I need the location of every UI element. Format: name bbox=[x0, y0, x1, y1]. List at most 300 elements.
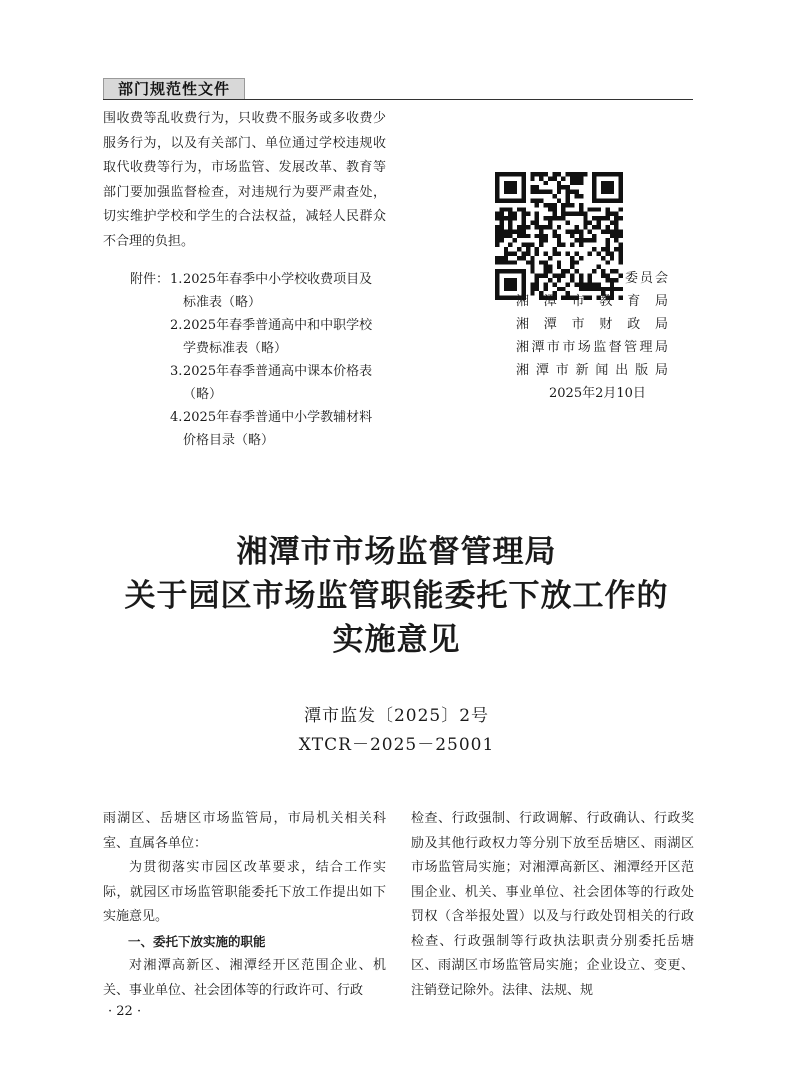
qr-module bbox=[517, 225, 521, 229]
qr-module bbox=[605, 260, 609, 264]
qr-module bbox=[526, 225, 530, 229]
header-rule bbox=[103, 99, 693, 100]
qr-module bbox=[610, 278, 614, 282]
qr-module bbox=[526, 212, 530, 216]
qr-module bbox=[548, 190, 552, 194]
qr-module bbox=[619, 260, 623, 264]
attachment-item bbox=[183, 360, 398, 406]
qr-module bbox=[552, 229, 556, 233]
qr-module bbox=[605, 185, 609, 189]
qr-module bbox=[557, 251, 561, 255]
qr-module bbox=[592, 216, 596, 220]
qr-module bbox=[513, 269, 517, 273]
qr-module bbox=[526, 251, 530, 255]
qr-module bbox=[499, 207, 503, 211]
qr-module bbox=[614, 238, 618, 242]
qr-module bbox=[495, 278, 499, 282]
qr-module bbox=[601, 274, 605, 278]
qr-module bbox=[530, 256, 534, 260]
qr-module bbox=[583, 238, 587, 242]
qr-module bbox=[508, 190, 512, 194]
qr-module bbox=[535, 234, 539, 238]
qr-module bbox=[610, 221, 614, 225]
qr-module bbox=[539, 234, 543, 238]
qr-module bbox=[521, 225, 525, 229]
qr-module bbox=[597, 172, 601, 176]
qr-module bbox=[574, 260, 578, 264]
qr-module bbox=[508, 207, 512, 211]
qr-module bbox=[597, 221, 601, 225]
qr-module bbox=[552, 194, 556, 198]
qr-module bbox=[566, 282, 570, 286]
qr-module bbox=[504, 185, 508, 189]
qr-module bbox=[508, 282, 512, 286]
qr-module bbox=[544, 260, 548, 264]
qr-module bbox=[504, 251, 508, 255]
qr-module bbox=[597, 207, 601, 211]
qr-module bbox=[592, 190, 596, 194]
qr-module bbox=[597, 265, 601, 269]
qr-module bbox=[548, 176, 552, 180]
qr-module bbox=[495, 185, 499, 189]
qr-module bbox=[570, 274, 574, 278]
qr-module bbox=[539, 229, 543, 233]
qr-module bbox=[570, 229, 574, 233]
qr-module bbox=[557, 238, 561, 242]
qr-module bbox=[513, 238, 517, 242]
qr-module bbox=[601, 198, 605, 202]
qr-module bbox=[588, 238, 592, 242]
qr-module bbox=[557, 185, 561, 189]
qr-module bbox=[521, 243, 525, 247]
qr-module bbox=[614, 269, 618, 273]
qr-module bbox=[544, 234, 548, 238]
qr-module bbox=[619, 243, 623, 247]
qr-module bbox=[544, 190, 548, 194]
attachment-line: 学费标准表（略） bbox=[183, 341, 288, 356]
qr-module bbox=[605, 198, 609, 202]
qr-module bbox=[579, 256, 583, 260]
qr-module bbox=[614, 198, 618, 202]
qr-module bbox=[605, 212, 609, 216]
qr-module bbox=[513, 278, 517, 282]
qr-module bbox=[504, 229, 508, 233]
qr-module bbox=[548, 216, 552, 220]
qr-module bbox=[552, 234, 556, 238]
qr-module bbox=[619, 172, 623, 176]
qr-module bbox=[552, 207, 556, 211]
qr-module bbox=[579, 194, 583, 198]
qr-module bbox=[521, 229, 525, 233]
qr-module bbox=[605, 216, 609, 220]
document-number: 潭市监发〔2025〕2号 bbox=[303, 706, 490, 726]
qr-module bbox=[521, 234, 525, 238]
qr-module bbox=[535, 221, 539, 225]
qr-module bbox=[504, 216, 508, 220]
qr-module bbox=[544, 269, 548, 273]
qr-module bbox=[495, 260, 499, 264]
qr-module bbox=[619, 198, 623, 202]
qr-module bbox=[495, 282, 499, 286]
qr-module bbox=[574, 238, 578, 242]
qr-module bbox=[605, 181, 609, 185]
qr-module bbox=[552, 172, 556, 176]
qr-module bbox=[597, 216, 601, 220]
qr-module bbox=[552, 216, 556, 220]
qr-module bbox=[561, 207, 565, 211]
qr-module bbox=[566, 172, 570, 176]
qr-module bbox=[517, 172, 521, 176]
qr-module bbox=[557, 260, 561, 264]
qr-module bbox=[530, 190, 534, 194]
qr-module bbox=[610, 269, 614, 273]
qr-module bbox=[530, 172, 534, 176]
qr-module bbox=[561, 176, 565, 180]
qr-module bbox=[495, 243, 499, 247]
qr-module bbox=[535, 172, 539, 176]
qr-module bbox=[495, 291, 499, 295]
qr-module bbox=[592, 238, 596, 242]
qr-module bbox=[530, 185, 534, 189]
qr-module bbox=[504, 190, 508, 194]
qr-module bbox=[566, 269, 570, 273]
qr-module bbox=[544, 265, 548, 269]
qr-module bbox=[601, 172, 605, 176]
qr-module bbox=[574, 229, 578, 233]
qr-module bbox=[614, 278, 618, 282]
qr-module bbox=[539, 198, 543, 202]
qr-module bbox=[605, 172, 609, 176]
qr-module bbox=[570, 260, 574, 264]
qr-module bbox=[513, 251, 517, 255]
qr-module bbox=[583, 172, 587, 176]
qr-module bbox=[535, 190, 539, 194]
document-title-line: 湘潭市市场监督管理局 bbox=[236, 534, 557, 570]
qr-module bbox=[535, 282, 539, 286]
qr-module bbox=[557, 172, 561, 176]
qr-module bbox=[570, 181, 574, 185]
qr-module bbox=[552, 251, 556, 255]
qr-module bbox=[601, 190, 605, 194]
left-column bbox=[103, 807, 386, 1003]
qr-module bbox=[574, 190, 578, 194]
qr-module bbox=[513, 185, 517, 189]
qr-module bbox=[495, 190, 499, 194]
qr-module bbox=[570, 176, 574, 180]
qr-module bbox=[544, 238, 548, 242]
qr-module bbox=[610, 256, 614, 260]
qr-module bbox=[513, 172, 517, 176]
qr-module bbox=[521, 172, 525, 176]
qr-module bbox=[495, 194, 499, 198]
qr-module bbox=[521, 282, 525, 286]
qr-module bbox=[610, 229, 614, 233]
attachment-item bbox=[183, 268, 398, 314]
qr-module bbox=[614, 225, 618, 229]
qr-module bbox=[619, 216, 623, 220]
qr-module bbox=[557, 225, 561, 229]
attachment-item bbox=[183, 406, 398, 452]
qr-module bbox=[508, 260, 512, 264]
qr-module bbox=[605, 278, 609, 282]
qr-module bbox=[579, 282, 583, 286]
qr-module bbox=[495, 274, 499, 278]
qr-module bbox=[508, 229, 512, 233]
qr-module bbox=[574, 181, 578, 185]
attachment-number: 4. bbox=[170, 410, 183, 425]
qr-module bbox=[508, 198, 512, 202]
attachment-line: 标准表（略） bbox=[183, 295, 262, 310]
qr-module bbox=[544, 282, 548, 286]
qr-module bbox=[574, 194, 578, 198]
page-number: · 22 · bbox=[108, 1004, 142, 1019]
qr-module bbox=[504, 207, 508, 211]
qr-module bbox=[570, 265, 574, 269]
qr-module bbox=[495, 212, 499, 216]
qr-module bbox=[508, 225, 512, 229]
qr-module bbox=[521, 269, 525, 273]
qr-module bbox=[495, 176, 499, 180]
qr-module bbox=[504, 287, 508, 291]
qr-module bbox=[530, 282, 534, 286]
attachment-number: 2. bbox=[170, 318, 183, 333]
qr-module bbox=[508, 234, 512, 238]
qr-module bbox=[539, 176, 543, 180]
qr-module bbox=[495, 225, 499, 229]
qr-module bbox=[521, 212, 525, 216]
attachment-line: 2025年春季普通高中和中职学校 bbox=[183, 318, 373, 333]
qr-module bbox=[530, 176, 534, 180]
qr-module bbox=[597, 198, 601, 202]
qr-module bbox=[517, 207, 521, 211]
qr-module bbox=[544, 203, 548, 207]
qr-module bbox=[521, 176, 525, 180]
qr-module bbox=[561, 185, 565, 189]
qr-module bbox=[504, 269, 508, 273]
qr-module bbox=[508, 181, 512, 185]
qr-module bbox=[517, 269, 521, 273]
qr-module bbox=[566, 221, 570, 225]
qr-module bbox=[521, 278, 525, 282]
section-label: 部门规范性文件 bbox=[103, 78, 245, 100]
qr-module bbox=[566, 203, 570, 207]
qr-module bbox=[610, 190, 614, 194]
qr-module bbox=[557, 234, 561, 238]
qr-module bbox=[601, 256, 605, 260]
qr-module bbox=[499, 234, 503, 238]
qr-module bbox=[588, 282, 592, 286]
qr-module bbox=[517, 234, 521, 238]
qr-module bbox=[619, 229, 623, 233]
qr-module bbox=[513, 229, 517, 233]
qr-module bbox=[548, 207, 552, 211]
qr-module bbox=[539, 274, 543, 278]
qr-module bbox=[561, 203, 565, 207]
qr-module bbox=[583, 225, 587, 229]
qr-module bbox=[535, 185, 539, 189]
qr-module bbox=[557, 198, 561, 202]
qr-module bbox=[495, 216, 499, 220]
qr-module bbox=[570, 234, 574, 238]
signature-org: 湘潭市新闻出版局 bbox=[516, 363, 668, 378]
qr-module bbox=[548, 221, 552, 225]
qr-module bbox=[526, 243, 530, 247]
qr-module bbox=[592, 234, 596, 238]
qr-module bbox=[557, 190, 561, 194]
qr-module bbox=[570, 278, 574, 282]
qr-module bbox=[574, 269, 578, 273]
section-paragraph: 对湘潭高新区、湘潭经开区范围企业、机关、事业单位、社会团体等的行政许可、行政 bbox=[103, 958, 386, 998]
qr-module bbox=[619, 247, 623, 251]
qr-module bbox=[535, 251, 539, 255]
qr-module bbox=[619, 185, 623, 189]
qr-module bbox=[530, 260, 534, 264]
qr-module bbox=[517, 256, 521, 260]
qr-module bbox=[552, 282, 556, 286]
qr-module bbox=[566, 190, 570, 194]
qr-module bbox=[499, 212, 503, 216]
qr-module bbox=[535, 274, 539, 278]
qr-module bbox=[552, 274, 556, 278]
qr-module bbox=[495, 287, 499, 291]
qr-module bbox=[508, 185, 512, 189]
qr-module bbox=[530, 243, 534, 247]
qr-module bbox=[552, 247, 556, 251]
qr-module bbox=[614, 247, 618, 251]
qr-module bbox=[552, 212, 556, 216]
qr-module bbox=[561, 216, 565, 220]
qr-module bbox=[579, 234, 583, 238]
qr-module bbox=[499, 296, 503, 300]
right-column-paragraph: 检查、行政强制、行政调解、行政确认、行政奖励及其他行政权力等分别下放至岳塘区、雨湖区市场监管局实施；对湘潭高新区、湘潭经开区范围企业、机关、事业单位、社会团体等的行政处罚权（含举报处置）以及与行政处罚相关的行政检查、行政强制等行政执法职责分别委托岳塘区、雨湖区市场监管局实施；企业设立、变更、注销登记除外。法律、法规、规 bbox=[411, 811, 694, 998]
qr-module bbox=[579, 238, 583, 242]
qr-module bbox=[579, 181, 583, 185]
qr-module bbox=[521, 274, 525, 278]
qr-module bbox=[619, 256, 623, 260]
qr-module bbox=[579, 172, 583, 176]
qr-module bbox=[499, 172, 503, 176]
qr-module bbox=[495, 269, 499, 273]
qr-module bbox=[570, 212, 574, 216]
attachment-number: 3. bbox=[170, 364, 183, 379]
qr-module bbox=[535, 216, 539, 220]
qr-module bbox=[508, 251, 512, 255]
qr-module bbox=[605, 225, 609, 229]
qr-module bbox=[574, 176, 578, 180]
qr-module bbox=[548, 278, 552, 282]
qr-module bbox=[605, 229, 609, 233]
qr-module bbox=[544, 216, 548, 220]
section-heading: 一、委托下放实施的职能 bbox=[128, 933, 266, 949]
qr-module bbox=[557, 216, 561, 220]
qr-module bbox=[504, 172, 508, 176]
qr-module bbox=[521, 221, 525, 225]
qr-module bbox=[513, 216, 517, 220]
qr-module bbox=[579, 203, 583, 207]
attachment-line: 2025年春季中小学校收费项目及 bbox=[183, 272, 373, 287]
attachment-item bbox=[183, 314, 398, 360]
qr-module bbox=[495, 229, 499, 233]
qr-module bbox=[592, 185, 596, 189]
qr-module bbox=[566, 198, 570, 202]
qr-module bbox=[579, 229, 583, 233]
qr-module bbox=[574, 282, 578, 286]
qr-module bbox=[605, 247, 609, 251]
qr-module bbox=[513, 181, 517, 185]
qr-module bbox=[614, 212, 618, 216]
qr-module bbox=[579, 278, 583, 282]
qr-module bbox=[513, 282, 517, 286]
qr-module bbox=[557, 274, 561, 278]
qr-module bbox=[539, 260, 543, 264]
qr-module bbox=[504, 282, 508, 286]
qr-module bbox=[597, 282, 601, 286]
qr-module bbox=[495, 238, 499, 242]
qr-module bbox=[539, 243, 543, 247]
qr-module bbox=[614, 221, 618, 225]
qr-module bbox=[557, 278, 561, 282]
qr-module bbox=[504, 247, 508, 251]
qr-module bbox=[530, 198, 534, 202]
qr-module bbox=[495, 198, 499, 202]
qr-module bbox=[597, 225, 601, 229]
qr-module bbox=[499, 260, 503, 264]
qr-module bbox=[614, 229, 618, 233]
qr-module bbox=[588, 274, 592, 278]
qr-module bbox=[499, 198, 503, 202]
qr-module bbox=[521, 181, 525, 185]
addressee: 雨湖区、岳塘区市场监管局，市局机关相关科室、直属各单位： bbox=[103, 811, 386, 851]
qr-module bbox=[619, 194, 623, 198]
qr-module bbox=[535, 225, 539, 229]
qr-module bbox=[561, 269, 565, 273]
qr-module bbox=[508, 287, 512, 291]
qr-module bbox=[601, 185, 605, 189]
qr-module bbox=[605, 207, 609, 211]
qr-module bbox=[619, 251, 623, 255]
qr-module bbox=[579, 274, 583, 278]
signature-date: 2025年2月10日 bbox=[549, 386, 646, 401]
qr-module bbox=[579, 212, 583, 216]
qr-module bbox=[530, 221, 534, 225]
qr-module bbox=[619, 207, 623, 211]
qr-module bbox=[552, 203, 556, 207]
qr-module bbox=[557, 243, 561, 247]
qr-module bbox=[583, 216, 587, 220]
qr-module bbox=[535, 203, 539, 207]
qr-module bbox=[499, 225, 503, 229]
qr-module bbox=[495, 256, 499, 260]
qr-module bbox=[504, 234, 508, 238]
qr-module bbox=[610, 282, 614, 286]
qr-module bbox=[583, 212, 587, 216]
qr-module bbox=[601, 181, 605, 185]
qr-module bbox=[513, 198, 517, 202]
top-paragraph: 围收费等乱收费行为，只收费不服务或多收费少服务行为，以及有关部门、单位通过学校违规收取代收费等行为，市场监管、发展改革、教育等部门要加强监督检查，对违规行为要严肃查处，切实维护学校和学生的合法权益，减轻人民群众不合理的负担。 bbox=[103, 111, 386, 249]
qr-module bbox=[499, 216, 503, 220]
right-column bbox=[411, 807, 694, 1003]
qr-module bbox=[521, 256, 525, 260]
qr-module bbox=[548, 269, 552, 273]
qr-module bbox=[539, 190, 543, 194]
qr-module bbox=[574, 225, 578, 229]
qr-module bbox=[610, 198, 614, 202]
qr-module bbox=[548, 225, 552, 229]
qr-module bbox=[592, 269, 596, 273]
qr-module bbox=[513, 190, 517, 194]
qr-module bbox=[588, 251, 592, 255]
document-title-line: 实施意见 bbox=[332, 622, 461, 658]
